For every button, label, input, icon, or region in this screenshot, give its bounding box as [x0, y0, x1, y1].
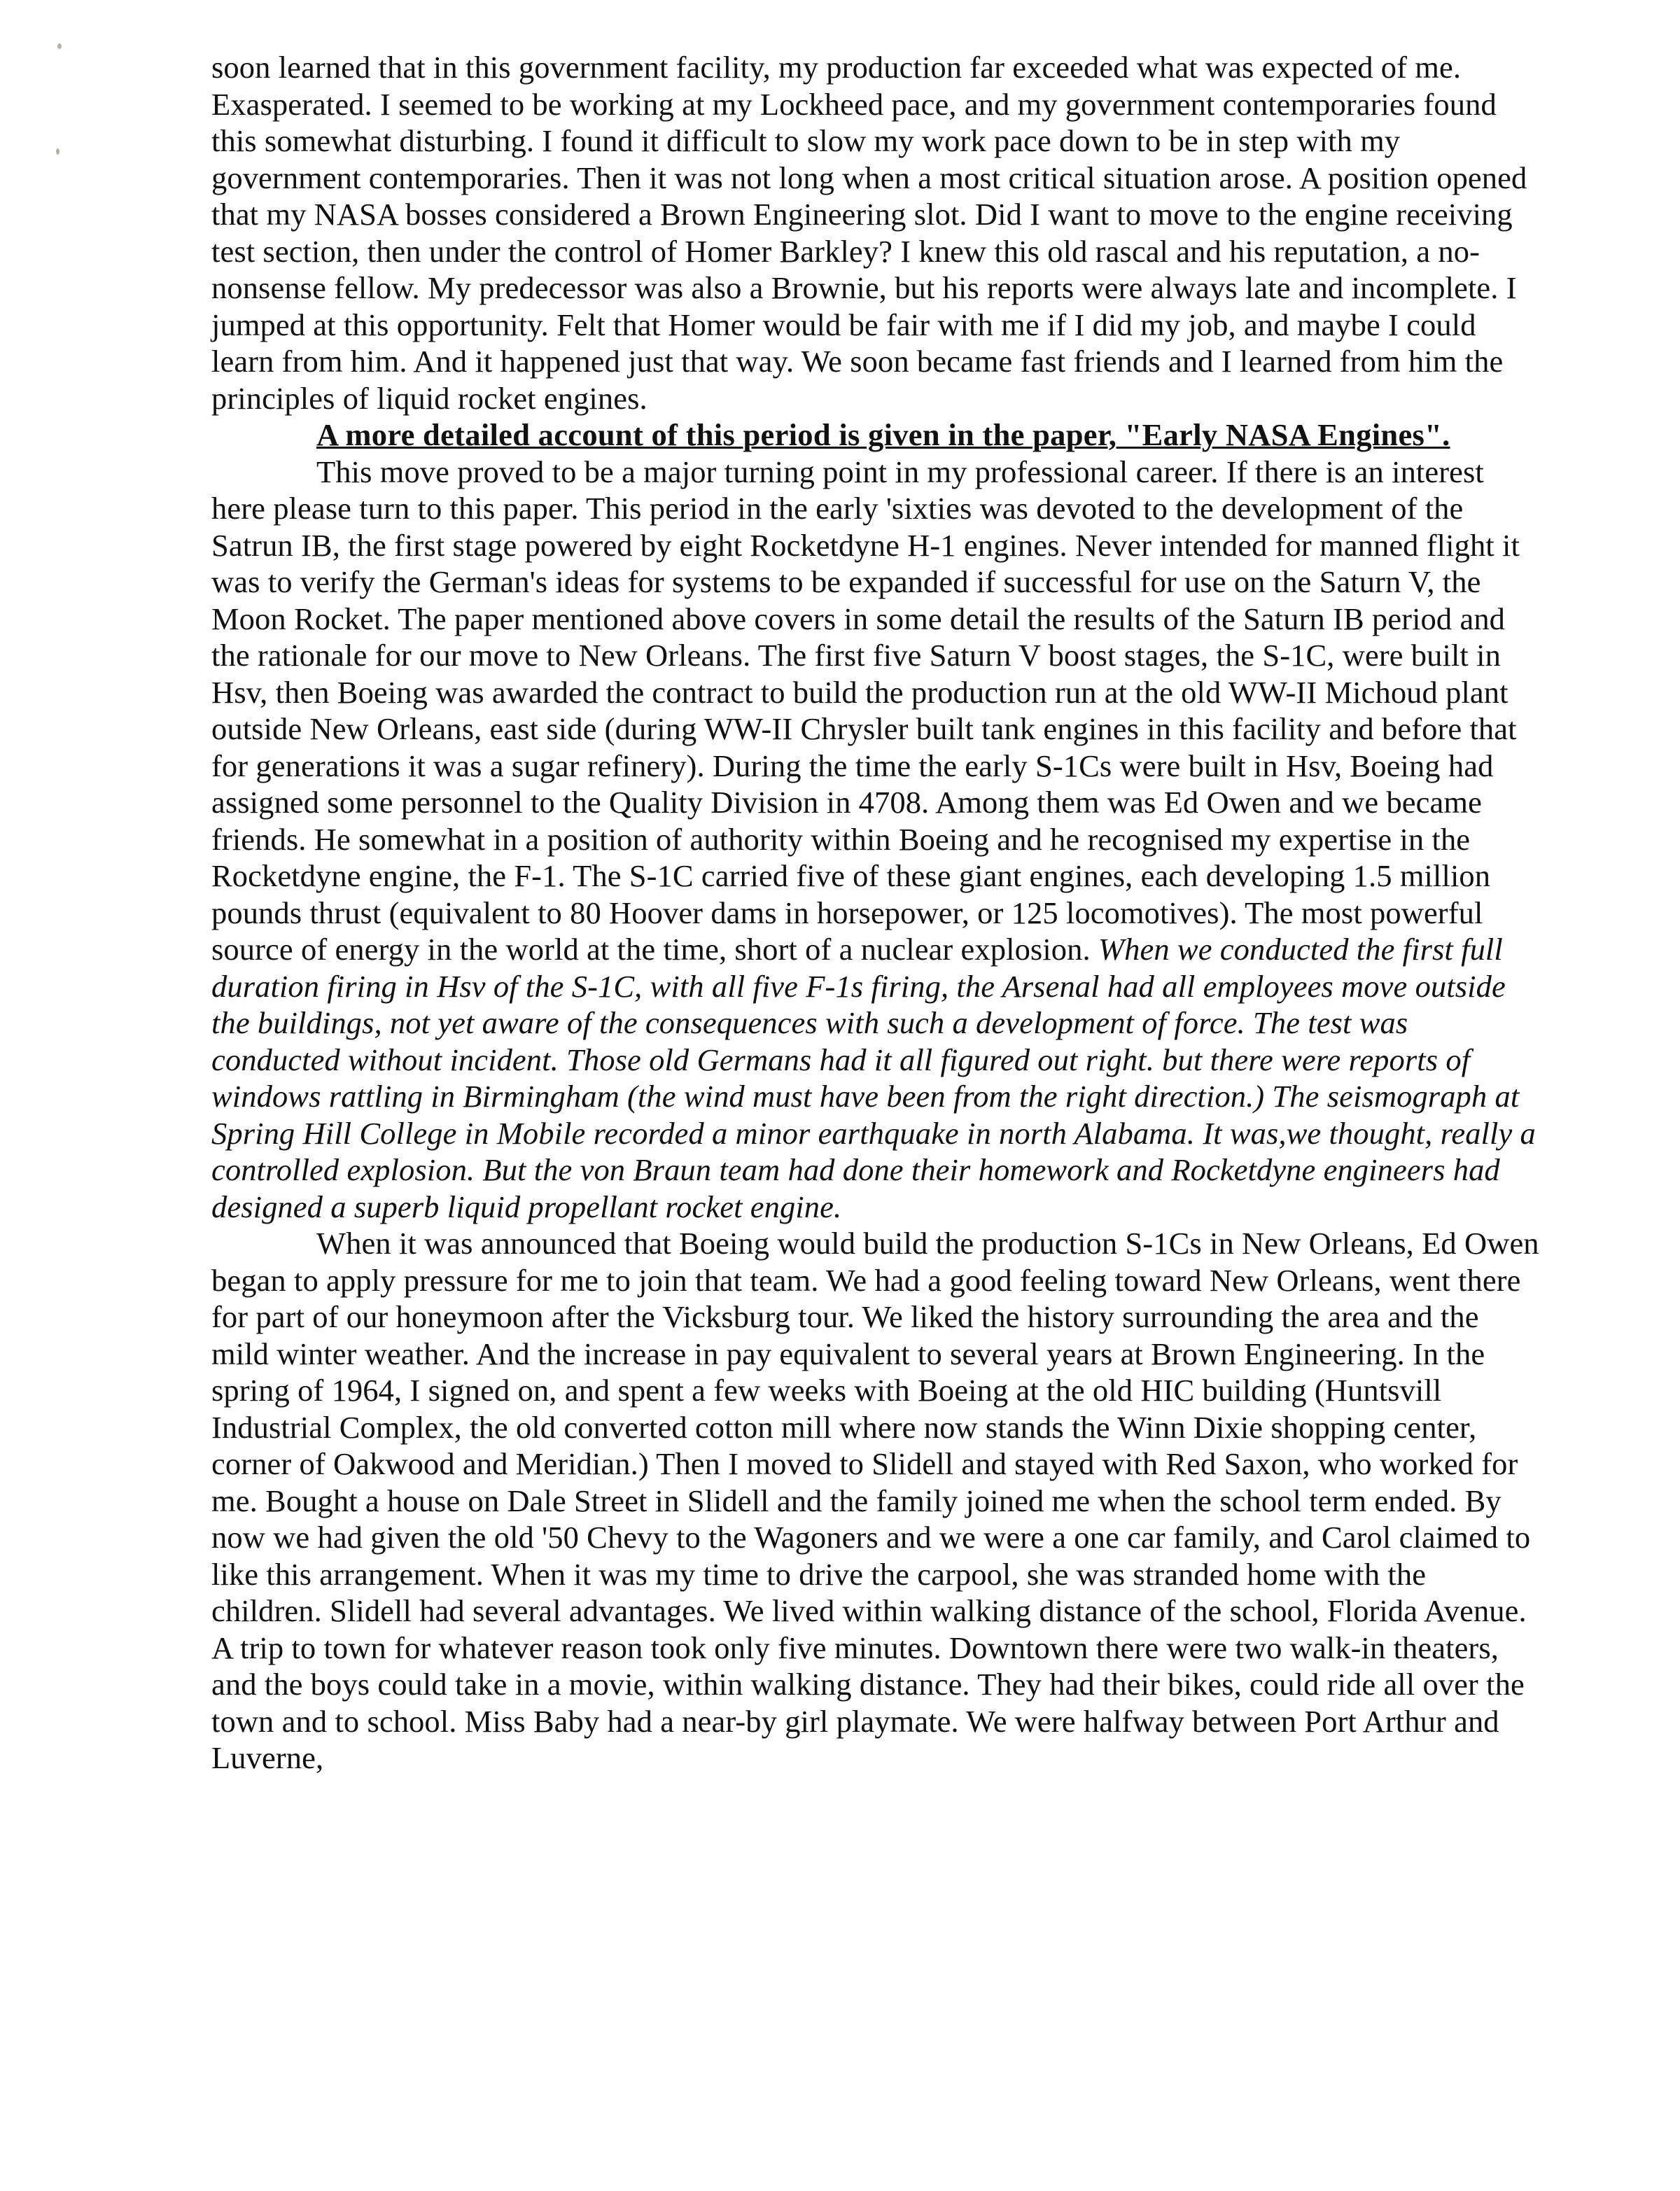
paragraph-saturn-italic: When we conducted the first full duration firing in Hsv of the S-1C, with all five F-1s firing, the Arsenal had all employees move outside the buildings, not yet aware of the consequences with such a development of force. The test was conducted without incident. Those old Germans had it all figured out right. but there were reports of windows rattling in Birmingham (the wind must have been from the right direction.) The seismograph at Spring Hill College in Mobile recorded a minor earthquake in north Alabama. It was,we thought, really a controlled explosion. But the von Braun team had done their homework and Rocketdyne engineers had designed a superb liquid propellant rocket engine.: [211, 932, 1536, 1224]
document-page: [211, 49, 1541, 1777]
paragraph-continuation: soon learned that in this government facility, my production far exceeded what was expected of me. Exasperated. I seemed to be working at my Lockheed pace, and my government contemporaries found this somewhat disturbing. I found it difficult to slow my work pace down to be in step with my government contemporaries. Then it was not long when a most critical situation arose. A position opened that my NASA bosses considered a Brown Engineering slot. Did I want to move to the engine receiving test section, then under the control of Homer Barkley? I knew this old rascal and his reputation, a no-nonsense fellow. My predecessor was also a Brownie, but his reports were always late and incomplete. I jumped at this opportunity. Felt that Homer would be fair with me if I did my job, and maybe I could learn from him. And it happened just that way. We soon became fast friends and I learned from him the principles of liquid rocket engines.: [211, 50, 1527, 416]
paragraph-new-orleans: When it was announced that Boeing would build the production S-1Cs in New Orleans, Ed Owen began to apply pressure for me to join that team. We had a good feeling toward New Orleans, went there for part of our honeymoon after the Vicksburg tour. We liked the history surrounding the area and the mild winter weather. And the increase in pay equivalent to several years at Brown Engineering. In the spring of 1964, I signed on, and spent a few weeks with Boeing at the old HIC building (Huntsvill Industrial Complex, the old converted cotton mill where now stands the Winn Dixie shopping center, corner of Oakwood and Meridian.) Then I moved to Slidell and stayed with Red Saxon, who worked for me. Bought a house on Dale Street in Slidell and the family joined me when the school term ended. By now we had given the old '50 Chevy to the Wagoners and we were a one car family, and Carol claimed to like this arrangement. When it was my time to drive the carpool, she was stranded home with the children. Slidell had several advantages. We lived within walking distance of the school, Florida Avenue. A trip to town for whatever reason took only five minutes. Downtown there were two walk-in theaters, and the boys could take in a movie, within walking distance. They had their bikes, could ride all over the town and to school. Miss Baby had a near-by girl playmate. We were halfway between Port Arthur and Luverne,: [211, 1226, 1539, 1775]
paragraph-saturn-regular: This move proved to be a major turning point in my professional career. If there is an interest here please turn to this paper. This period in the early 'sixties was devoted to the development of the Satrun IB, the first stage powered by eight Rocketdyne H-1 engines. Never intended for manned flight it was to verify the German's ideas for systems to be expanded if successful for use on the Saturn V, the Moon Rocket. The paper mentioned above covers in some detail the results of the Saturn IB period and the rationale for our move to New Orleans. The first five Saturn V boost stages, the S-1C, were built in Hsv, then Boeing was awarded the contract to build the production run at the old WW-II Michoud plant outside New Orleans, east side (during WW-II Chrysler built tank engines in this facility and before that for generations it was a sugar refinery). During the time the early S-1Cs were built in Hsv, Boeing had assigned some personnel to the Quality Division in 4708. Among them was Ed Owen and we became friends. He somewhat in a position of authority within Boeing and he recognised my expertise in the Rocketdyne engine, the F-1. The S-1C carried five of these giant engines, each developing 1.5 million pounds thrust (equivalent to 80 Hoover dams in horsepower, or 125 locomotives). The most powerful source of energy in the world at the time, short of a nuclear explosion.: [211, 454, 1520, 967]
paper-speck: [57, 43, 62, 49]
section-heading: A more detailed account of this period is given in the paper, "Early NASA Engines".: [316, 417, 1450, 452]
paper-speck: [56, 148, 59, 155]
paragraph-saturn: [211, 454, 1541, 1226]
